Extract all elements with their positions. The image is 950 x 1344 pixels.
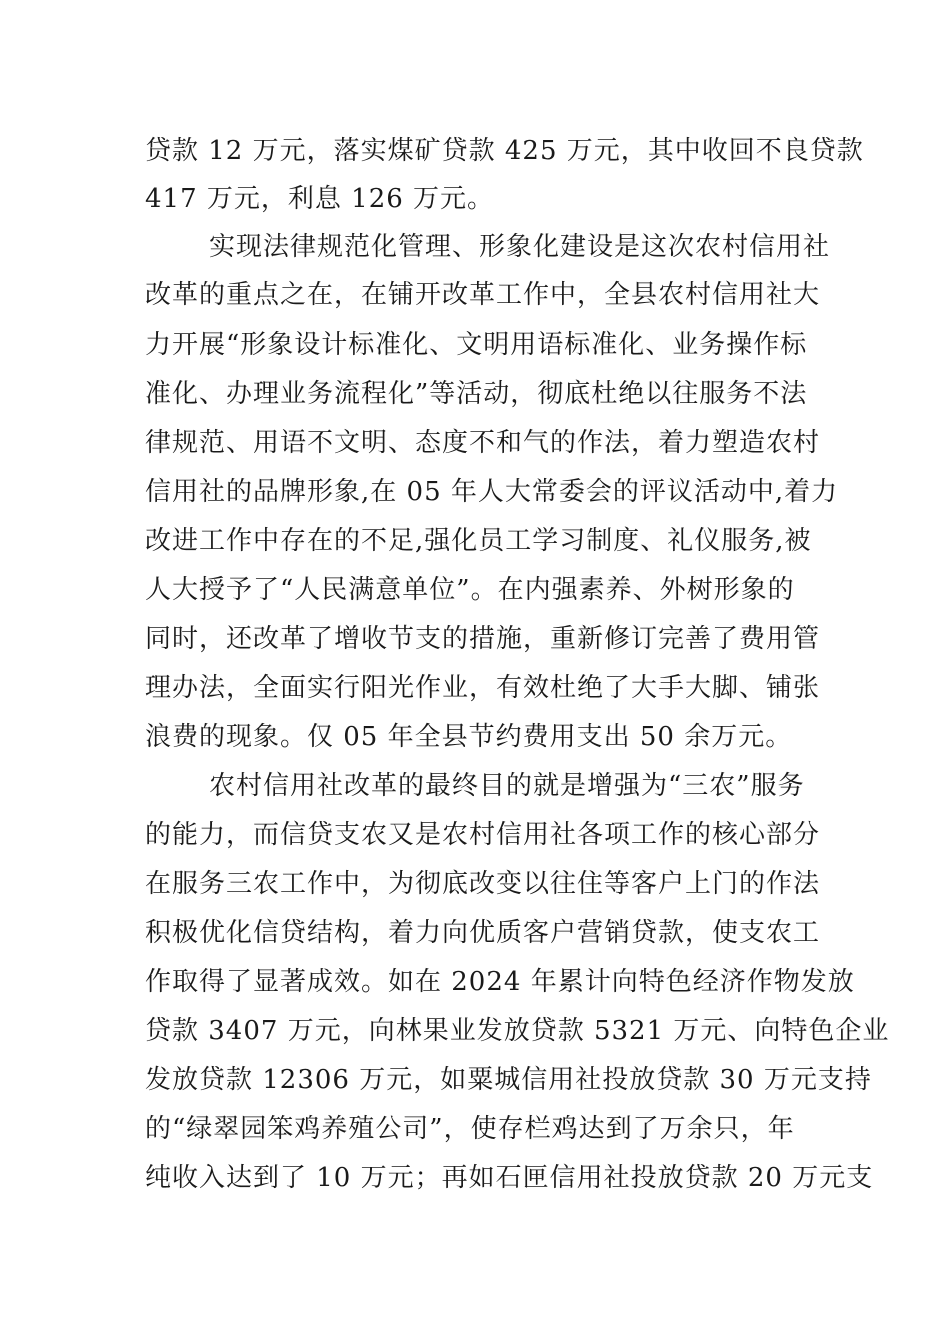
text-line: 理办法，全面实行阳光作业，有效杜绝了大手大脚、铺张: [145, 673, 821, 703]
text-line: 浪费的现象。仅 05 年全县节约费用支出 50 余万元。: [145, 722, 793, 752]
text-line: 人大授予了“人民满意单位”。在内强素养、外树形象的: [145, 575, 795, 605]
text-line: 力开展“形象设计标准化、文明用语标准化、业务操作标: [145, 330, 808, 360]
text-line: 实现法律规范化管理、形象化建设是这次农村信用社: [209, 232, 831, 262]
text-line: 积极优化信贷结构，着力向优质客户营销贷款，使支农工: [145, 918, 821, 948]
text-line: 改进工作中存在的不足,强化员工学习制度、礼仪服务,被: [145, 526, 812, 556]
text-line: 417 万元，利息 126 万元。: [145, 184, 495, 214]
text-line: 贷款 3407 万元，向林果业发放贷款 5321 万元、向特色企业: [145, 1016, 890, 1046]
text-line: 发放贷款 12306 万元，如粟城信用社投放贷款 30 万元支持: [145, 1065, 872, 1095]
text-line: 贷款 12 万元，落实煤矿贷款 425 万元，其中收回不良贷款: [145, 136, 864, 166]
text-line: 律规范、用语不文明、态度不和气的作法，着力塑造农村: [145, 428, 821, 458]
text-line: 作取得了显著成效。如在 2024 年累计向特色经济作物发放: [145, 967, 855, 997]
text-line: 改革的重点之在，在铺开改革工作中，全县农村信用社大: [145, 280, 821, 310]
text-line: 同时，还改革了增收节支的措施，重新修订完善了费用管: [145, 624, 821, 654]
text-line: 信用社的品牌形象,在 05 年人大常委会的评议活动中,着力: [145, 477, 839, 507]
text-line: 的能力，而信贷支农又是农村信用社各项工作的核心部分: [145, 820, 821, 850]
text-line: 在服务三农工作中，为彻底改变以往住等客户上门的作法: [145, 869, 821, 899]
text-line: 准化、办理业务流程化”等活动，彻底杜绝以往服务不法: [145, 379, 808, 409]
text-line: 纯收入达到了 10 万元；再如石匣信用社投放贷款 20 万元支: [145, 1163, 874, 1193]
text-line: 农村信用社改革的最终目的就是增强为“三农”服务: [209, 771, 805, 801]
text-line: 的“绿翠园笨鸡养殖公司”，使存栏鸡达到了万余只，年: [145, 1114, 795, 1144]
